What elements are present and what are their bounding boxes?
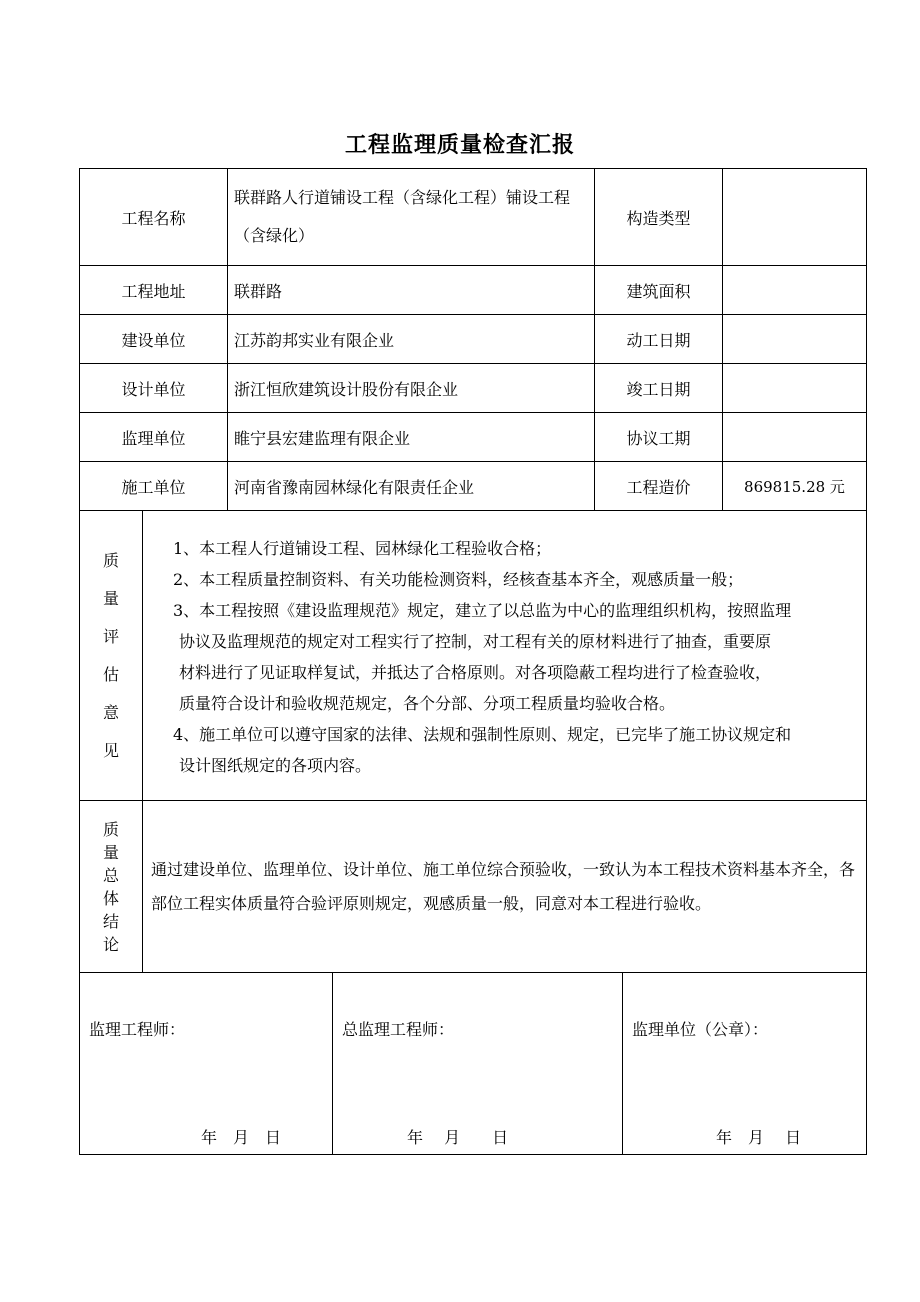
assessment-item-3: 3、本工程按照《建设监理规范》规定，建立了以总监为中心的监理组织机构，按照监理 <box>173 600 792 620</box>
conclusion-label <box>80 801 143 973</box>
assessment-item-2: 2、本工程质量控制资料、有关功能检测资料，经核查基本齐全，观感质量一般； <box>173 569 744 589</box>
unit-date: 年 月 日 <box>716 1128 802 1147</box>
row-project-name <box>80 169 867 266</box>
contractor-label: 施工单位 <box>80 462 228 511</box>
assessment-item-4: 4、施工单位可以遵守国家的法律、法规和强制性原则、规定，已完毕了施工协议规定和 <box>173 724 792 744</box>
row-designer <box>80 364 867 413</box>
conclusion-label-char: 体 <box>102 888 119 908</box>
document-title: 工程监理质量检查汇报 <box>344 133 575 158</box>
address-label: 工程地址 <box>80 266 228 315</box>
builder-value: 江苏韵邦实业有限企业 <box>228 315 595 364</box>
unit-signature-cell <box>623 973 867 1155</box>
project-name-label: 工程名称 <box>80 169 228 266</box>
row-supervisor <box>80 413 867 462</box>
cost-label: 工程造价 <box>595 462 723 511</box>
assessment-label-char: 估 <box>102 664 119 684</box>
structure-type-value <box>723 169 867 266</box>
area-label: 建筑面积 <box>595 266 723 315</box>
row-address <box>80 266 867 315</box>
row-conclusion <box>80 801 867 973</box>
designer-value: 浙江恒欣建筑设计股份有限企业 <box>228 364 595 413</box>
row-signatures <box>80 973 867 1155</box>
area-value <box>723 266 867 315</box>
assessment-item-4-line: 设计图纸规定的各项内容。 <box>179 755 372 775</box>
supervisor-value: 睢宁县宏建监理有限企业 <box>228 413 595 462</box>
period-label: 协议工期 <box>595 413 723 462</box>
address-value: 联群路 <box>228 266 595 315</box>
supervisor-label: 监理单位 <box>80 413 228 462</box>
conclusion-label-char: 量 <box>102 842 119 862</box>
project-info-table <box>79 168 867 511</box>
conclusion-label-char: 结 <box>102 911 119 931</box>
assessment-item-3-line: 质量符合设计和验收规范规定，各个分部、分项工程质量均验收合格。 <box>179 693 676 713</box>
conclusion-label-char: 质 <box>102 819 119 839</box>
assessment-label-char: 质 <box>102 550 119 570</box>
engineer-label: 监理工程师： <box>89 1020 186 1039</box>
cost-value: 869815.28 元 <box>723 462 867 511</box>
chief-date: 年 月 日 <box>407 1128 509 1147</box>
engineer-date: 年 月 日 <box>201 1128 282 1147</box>
finish-date-value <box>723 364 867 413</box>
row-assessment <box>80 511 867 801</box>
signature-table <box>79 972 867 1155</box>
row-contractor <box>80 462 867 511</box>
builder-label: 建设单位 <box>80 315 228 364</box>
project-name-value: 联群路人行道铺设工程（含绿化工程）铺设工程（含绿化） <box>228 169 595 266</box>
assessment-item-3-line: 材料进行了见证取样复试，并抵达了合格原则。对各项隐蔽工程均进行了检查验收， <box>179 662 772 682</box>
start-date-label: 动工日期 <box>595 315 723 364</box>
assessment-label-char: 量 <box>102 588 119 608</box>
assessment-item-3-line: 协议及监理规范的规定对工程实行了控制，对工程有关的原材料进行了抽查，重要原 <box>179 631 772 651</box>
assessment-item-1: 1、本工程人行道铺设工程、园林绿化工程验收合格； <box>173 538 552 558</box>
unit-seal-label: 监理单位（公章）： <box>632 1020 769 1039</box>
assessment-label-char: 意 <box>102 702 119 722</box>
conclusion-label-char: 总 <box>102 865 119 885</box>
finish-date-label: 竣工日期 <box>595 364 723 413</box>
assessment-table <box>79 510 867 973</box>
designer-label: 设计单位 <box>80 364 228 413</box>
structure-type-label: 构造类型 <box>595 169 723 266</box>
conclusion-label-char: 论 <box>102 934 119 954</box>
assessment-label-char: 见 <box>102 740 119 760</box>
period-value <box>723 413 867 462</box>
contractor-value: 河南省豫南园林绿化有限责任企业 <box>228 462 595 511</box>
start-date-value <box>723 315 867 364</box>
assessment-items <box>143 511 867 801</box>
assessment-label <box>80 511 143 801</box>
engineer-signature-cell <box>80 973 333 1155</box>
row-builder <box>80 315 867 364</box>
chief-label: 总监理工程师： <box>342 1020 455 1039</box>
chief-signature-cell <box>333 973 623 1155</box>
assessment-label-char: 评 <box>102 626 119 646</box>
conclusion-text: 通过建设单位、监理单位、设计单位、施工单位综合预验收，一致认为本工程技术资料基本齐全，各部位工程实体质量符合验评原则规定，观感质量一般，同意对本工程进行验收。 <box>143 801 867 973</box>
